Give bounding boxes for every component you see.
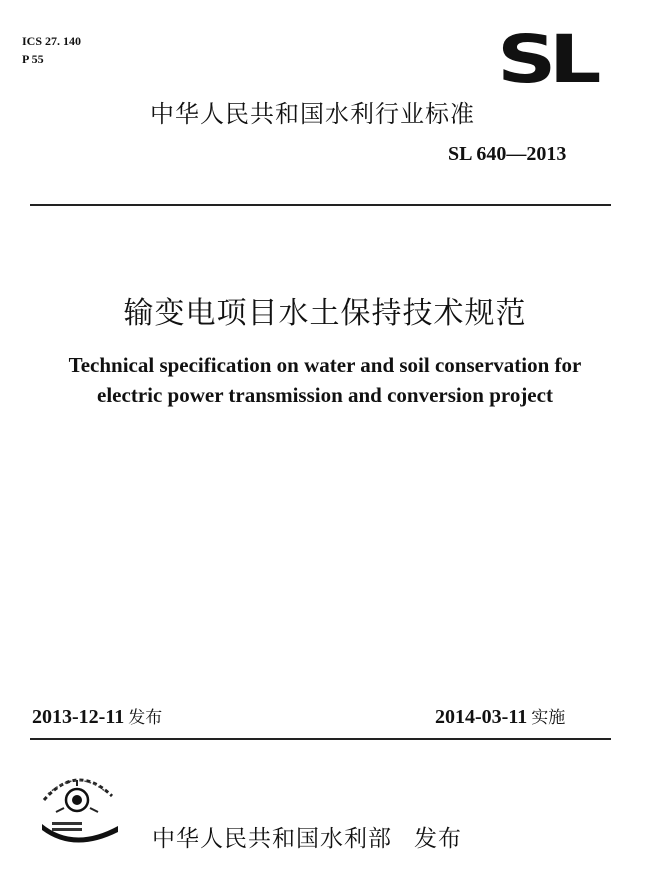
effective-label: 实施 — [531, 708, 566, 728]
title-english — [0, 350, 650, 410]
publisher-action: 发布 — [414, 826, 462, 852]
title-english-line-1: Technical specification on water and soil conservation for — [68, 353, 582, 377]
issue-date: 2013-12-11 — [32, 706, 125, 728]
title-english-line-2: electric power transmission and conversion project — [97, 383, 553, 407]
publisher-line — [152, 820, 462, 853]
issue-date-block — [32, 703, 162, 729]
effective-date-block — [435, 703, 565, 729]
bottom-divider — [30, 738, 611, 740]
sl-logo-text: SL — [497, 21, 594, 98]
issue-label: 发布 — [128, 708, 163, 728]
title-chinese: 输变电项目水土保持技术规范 — [123, 296, 527, 331]
standard-category: 中华人民共和国水利行业标准 — [150, 100, 475, 128]
ministry-seal-icon — [34, 760, 120, 854]
classification-block — [22, 32, 81, 68]
publisher-name: 中华人民共和国水利部 — [152, 826, 392, 852]
top-divider — [30, 204, 611, 206]
sl-logo — [497, 21, 601, 98]
ics-code: ICS 27. 140 — [22, 34, 82, 48]
effective-date: 2014-03-11 — [435, 706, 528, 728]
standard-number: SL 640—2013 — [448, 143, 567, 165]
class-code: P 55 — [22, 52, 44, 66]
